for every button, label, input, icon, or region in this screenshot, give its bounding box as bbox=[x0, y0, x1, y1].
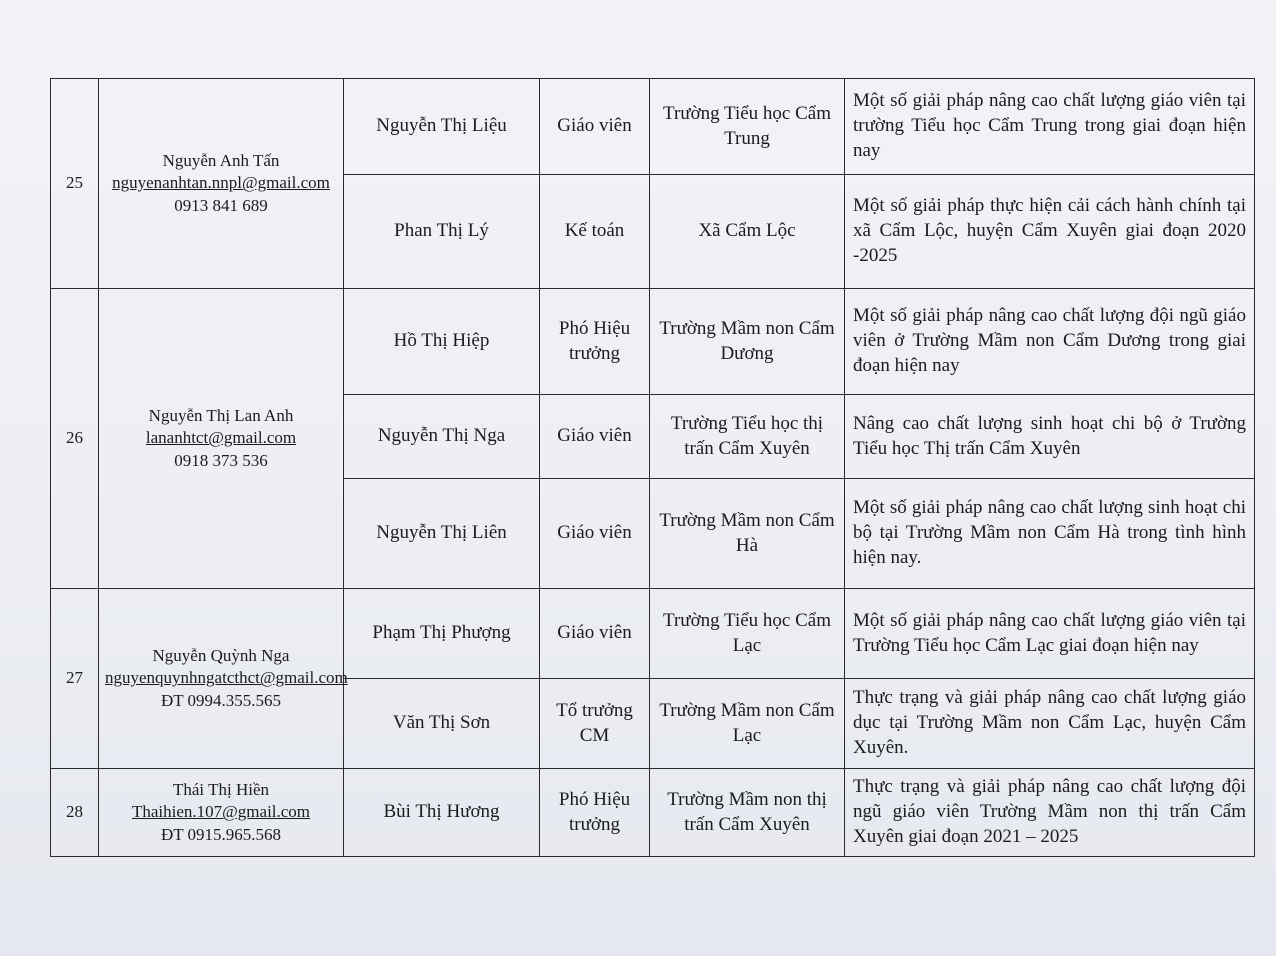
student-name: Nguyễn Thị Liên bbox=[344, 479, 540, 589]
row-number: 26 bbox=[51, 289, 99, 589]
mentor-phone: ĐT 0915.965.568 bbox=[160, 824, 282, 844]
assignment-table bbox=[50, 78, 1255, 857]
student-workplace: Trường Tiểu học Cẩm Lạc bbox=[650, 589, 845, 679]
mentor-name: Thái Thị Hiền bbox=[173, 780, 269, 800]
thesis-topic: Một số giải pháp nâng cao chất lượng giáo viên tại Trường Tiểu học Cẩm Lạc giai đoạn hiện nay bbox=[845, 589, 1255, 679]
student-position: Phó Hiệu trưởng bbox=[540, 769, 650, 857]
student-position: Phó Hiệu trưởng bbox=[540, 289, 650, 395]
thesis-topic: Thực trạng và giải pháp nâng cao chất lượng giáo dục tại Trường Mầm non Cẩm Lạc, huyện Cẩm Xuyên. bbox=[845, 679, 1255, 769]
mentor-cell bbox=[99, 79, 344, 289]
student-position: Giáo viên bbox=[540, 395, 650, 479]
thesis-topic: Một số giải pháp nâng cao chất lượng đội ngũ giáo viên ở Trường Mầm non Cẩm Dương trong giai đoạn hiện nay bbox=[845, 289, 1255, 395]
student-name: Nguyễn Thị Liệu bbox=[344, 79, 540, 175]
thesis-topic: Thực trạng và giải pháp nâng cao chất lượng đội ngũ giáo viên Trường Mầm non thị trấn Cẩm Xuyên giai đoạn 2021 – 2025 bbox=[845, 769, 1255, 857]
mentor-phone: ĐT 0994.355.565 bbox=[160, 690, 282, 710]
mentor-email: lananhtct@gmail.com bbox=[145, 428, 297, 448]
thesis-topic: Một số giải pháp nâng cao chất lượng giáo viên tại trường Tiểu học Cẩm Trung trong giai đoạn hiện nay bbox=[845, 79, 1255, 175]
mentor-phone: 0913 841 689 bbox=[174, 195, 268, 215]
mentor-cell bbox=[99, 589, 348, 769]
table-row bbox=[51, 289, 1255, 395]
student-name: Hồ Thị Hiệp bbox=[344, 289, 540, 395]
student-workplace: Trường Mầm non thị trấn Cẩm Xuyên bbox=[650, 769, 845, 857]
table-row bbox=[51, 79, 1255, 175]
mentor-name: Nguyễn Thị Lan Anh bbox=[148, 406, 294, 426]
mentor-email: Thaihien.107@gmail.com bbox=[131, 802, 311, 822]
student-workplace: Xã Cẩm Lộc bbox=[650, 175, 845, 289]
student-workplace: Trường Mầm non Cẩm Hà bbox=[650, 479, 845, 589]
mentor-email: nguyenanhtan.nnpl@gmail.com bbox=[112, 173, 330, 193]
thesis-topic: Một số giải pháp nâng cao chất lượng sinh hoạt chi bộ tại Trường Mầm non Cẩm Hà trong tình hình hiện nay. bbox=[845, 479, 1255, 589]
student-position: Giáo viên bbox=[540, 589, 650, 679]
student-name: Bùi Thị Hương bbox=[344, 769, 540, 857]
student-name: Phan Thị Lý bbox=[344, 175, 540, 289]
student-name: Nguyễn Thị Nga bbox=[344, 395, 540, 479]
mentor-cell bbox=[99, 289, 344, 589]
student-position: Tổ trưởng CM bbox=[540, 679, 650, 769]
row-number: 27 bbox=[51, 589, 99, 769]
student-workplace: Trường Tiểu học Cẩm Trung bbox=[650, 79, 845, 175]
row-number: 28 bbox=[51, 769, 99, 857]
student-position: Kế toán bbox=[540, 175, 650, 289]
thesis-topic: Một số giải pháp thực hiện cải cách hành chính tại xã Cẩm Lộc, huyện Cẩm Xuyên giai đoạn 2020 -2025 bbox=[845, 175, 1255, 289]
mentor-phone: 0918 373 536 bbox=[174, 450, 268, 470]
mentor-name: Nguyễn Quỳnh Nga bbox=[152, 646, 290, 666]
student-workplace: Trường Mầm non Cẩm Dương bbox=[650, 289, 845, 395]
student-workplace: Trường Mầm non Cẩm Lạc bbox=[650, 679, 845, 769]
row-number: 25 bbox=[51, 79, 99, 289]
table-row bbox=[51, 589, 1255, 679]
student-position: Giáo viên bbox=[540, 79, 650, 175]
mentor-cell bbox=[99, 769, 344, 857]
mentor-email: nguyenquynhngatcthct@gmail.com bbox=[105, 668, 348, 688]
student-name: Phạm Thị Phượng bbox=[344, 589, 540, 679]
student-workplace: Trường Tiểu học thị trấn Cẩm Xuyên bbox=[650, 395, 845, 479]
thesis-topic: Nâng cao chất lượng sinh hoạt chi bộ ở Trường Tiểu học Thị trấn Cẩm Xuyên bbox=[845, 395, 1255, 479]
student-name: Văn Thị Sơn bbox=[344, 679, 540, 769]
table-row bbox=[51, 769, 1255, 857]
student-position: Giáo viên bbox=[540, 479, 650, 589]
mentor-name: Nguyễn Anh Tấn bbox=[162, 151, 280, 171]
